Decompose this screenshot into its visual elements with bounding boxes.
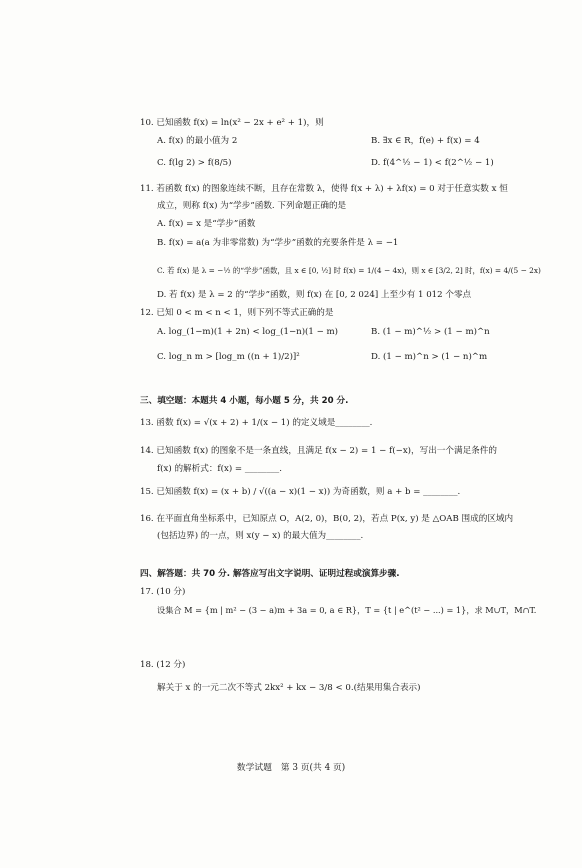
q15: 15. 已知函数 f(x) = (x + b) / √((a − x)(1 − x)) 为奇函数，则 a + b = ________. xyxy=(140,487,461,497)
q18-heading: 18. (12 分) xyxy=(140,660,186,670)
q11-option-c: C. 若 f(x) 是 λ = −½ 的“学步”函数，且 x ∈ [0, ½] 时 f(x) = 1/(4 − 4x)，则 x ∈ [3/2, 2] 时，f(x) = 4/(5 − 2x) xyxy=(157,266,541,275)
page-footer: 数学试题 第 3 页(共 4 页) xyxy=(236,763,346,773)
q12-stem: 12. 已知 0 < m < n < 1，则下列不等式正确的是 xyxy=(140,308,334,318)
q16-line2: (包括边界) 的一点，则 x(y − x) 的最大值为________. xyxy=(157,531,364,541)
q12-option-a: A. log_(1−m)(1 + 2n) < log_(1−n)(1 − m) xyxy=(157,327,339,337)
q10-stem: 10. 已知函数 f(x) = ln(x² − 2x + e² + 1)，则 xyxy=(140,118,324,128)
q16-line1: 16. 在平面直角坐标系中，已知原点 O，A(2, 0)，B(0, 2)，若点 P(x, y) 是 △OAB 围成的区域内 xyxy=(140,514,514,524)
q12-option-b: B. (1 − m)^½ > (1 − m)^n xyxy=(371,327,490,337)
q17-heading: 17. (10 分) xyxy=(140,587,186,597)
q10-option-b: B. ∃x ∈ R，f(e) + f(x) = 4 xyxy=(371,136,480,146)
q18-body: 解关于 x 的一元二次不等式 2kx² + kx − 3/8 < 0.(结果用集合表示) xyxy=(157,683,421,693)
q11-stem-line1: 11. 若函数 f(x) 的图象连续不断，且存在常数 λ，使得 f(x + λ) + λf(x) = 0 对于任意实数 x 恒 xyxy=(140,184,508,194)
q17-body: 设集合 M = {m | m² − (3 − a)m + 3a = 0, a ∈ R}，T = {t | e^(t² − ...) = 1}，求 M∪T，M∩T. xyxy=(157,605,537,615)
q11-option-b: B. f(x) = a(a 为非零常数) 为“学步”函数的充要条件是 λ = −1 xyxy=(157,238,399,248)
q14-line1: 14. 已知函数 f(x) 的图象不是一条直线，且满足 f(x − 2) = 1 − f(−x)，写出一个满足条件的 xyxy=(140,446,497,456)
q10-option-d: D. f(4^½ − 1) < f(2^½ − 1) xyxy=(371,158,494,168)
section-4-heading: 四、解答题：共 70 分. 解答应写出文字说明、证明过程或演算步骤. xyxy=(140,569,400,579)
q11-option-d: D. 若 f(x) 是 λ = 2 的“学步”函数，则 f(x) 在 [0, 2 024] 上至少有 1 012 个零点 xyxy=(157,290,472,300)
q14-line2: f(x) 的解析式：f(x) = ________. xyxy=(157,464,282,474)
q13: 13. 函数 f(x) = √(x + 2) + 1/(x − 1) 的定义域是________. xyxy=(140,418,373,428)
q11-option-a: A. f(x) = x 是“学步”函数 xyxy=(157,219,256,229)
q12-option-c: C. log_n m > [log_m ((n + 1)/2)]² xyxy=(157,352,300,362)
q10-option-a: A. f(x) 的最小值为 2 xyxy=(157,136,238,146)
section-3-heading: 三、填空题：本题共 4 小题，每小题 5 分，共 20 分. xyxy=(140,396,349,406)
q11-stem-line2: 成立，则称 f(x) 为“学步”函数. 下列命题正确的是 xyxy=(157,201,347,211)
q12-option-d: D. (1 − m)^n > (1 − n)^m xyxy=(371,352,488,362)
q10-option-c: C. f(lg 2) > f(8/5) xyxy=(157,158,232,168)
